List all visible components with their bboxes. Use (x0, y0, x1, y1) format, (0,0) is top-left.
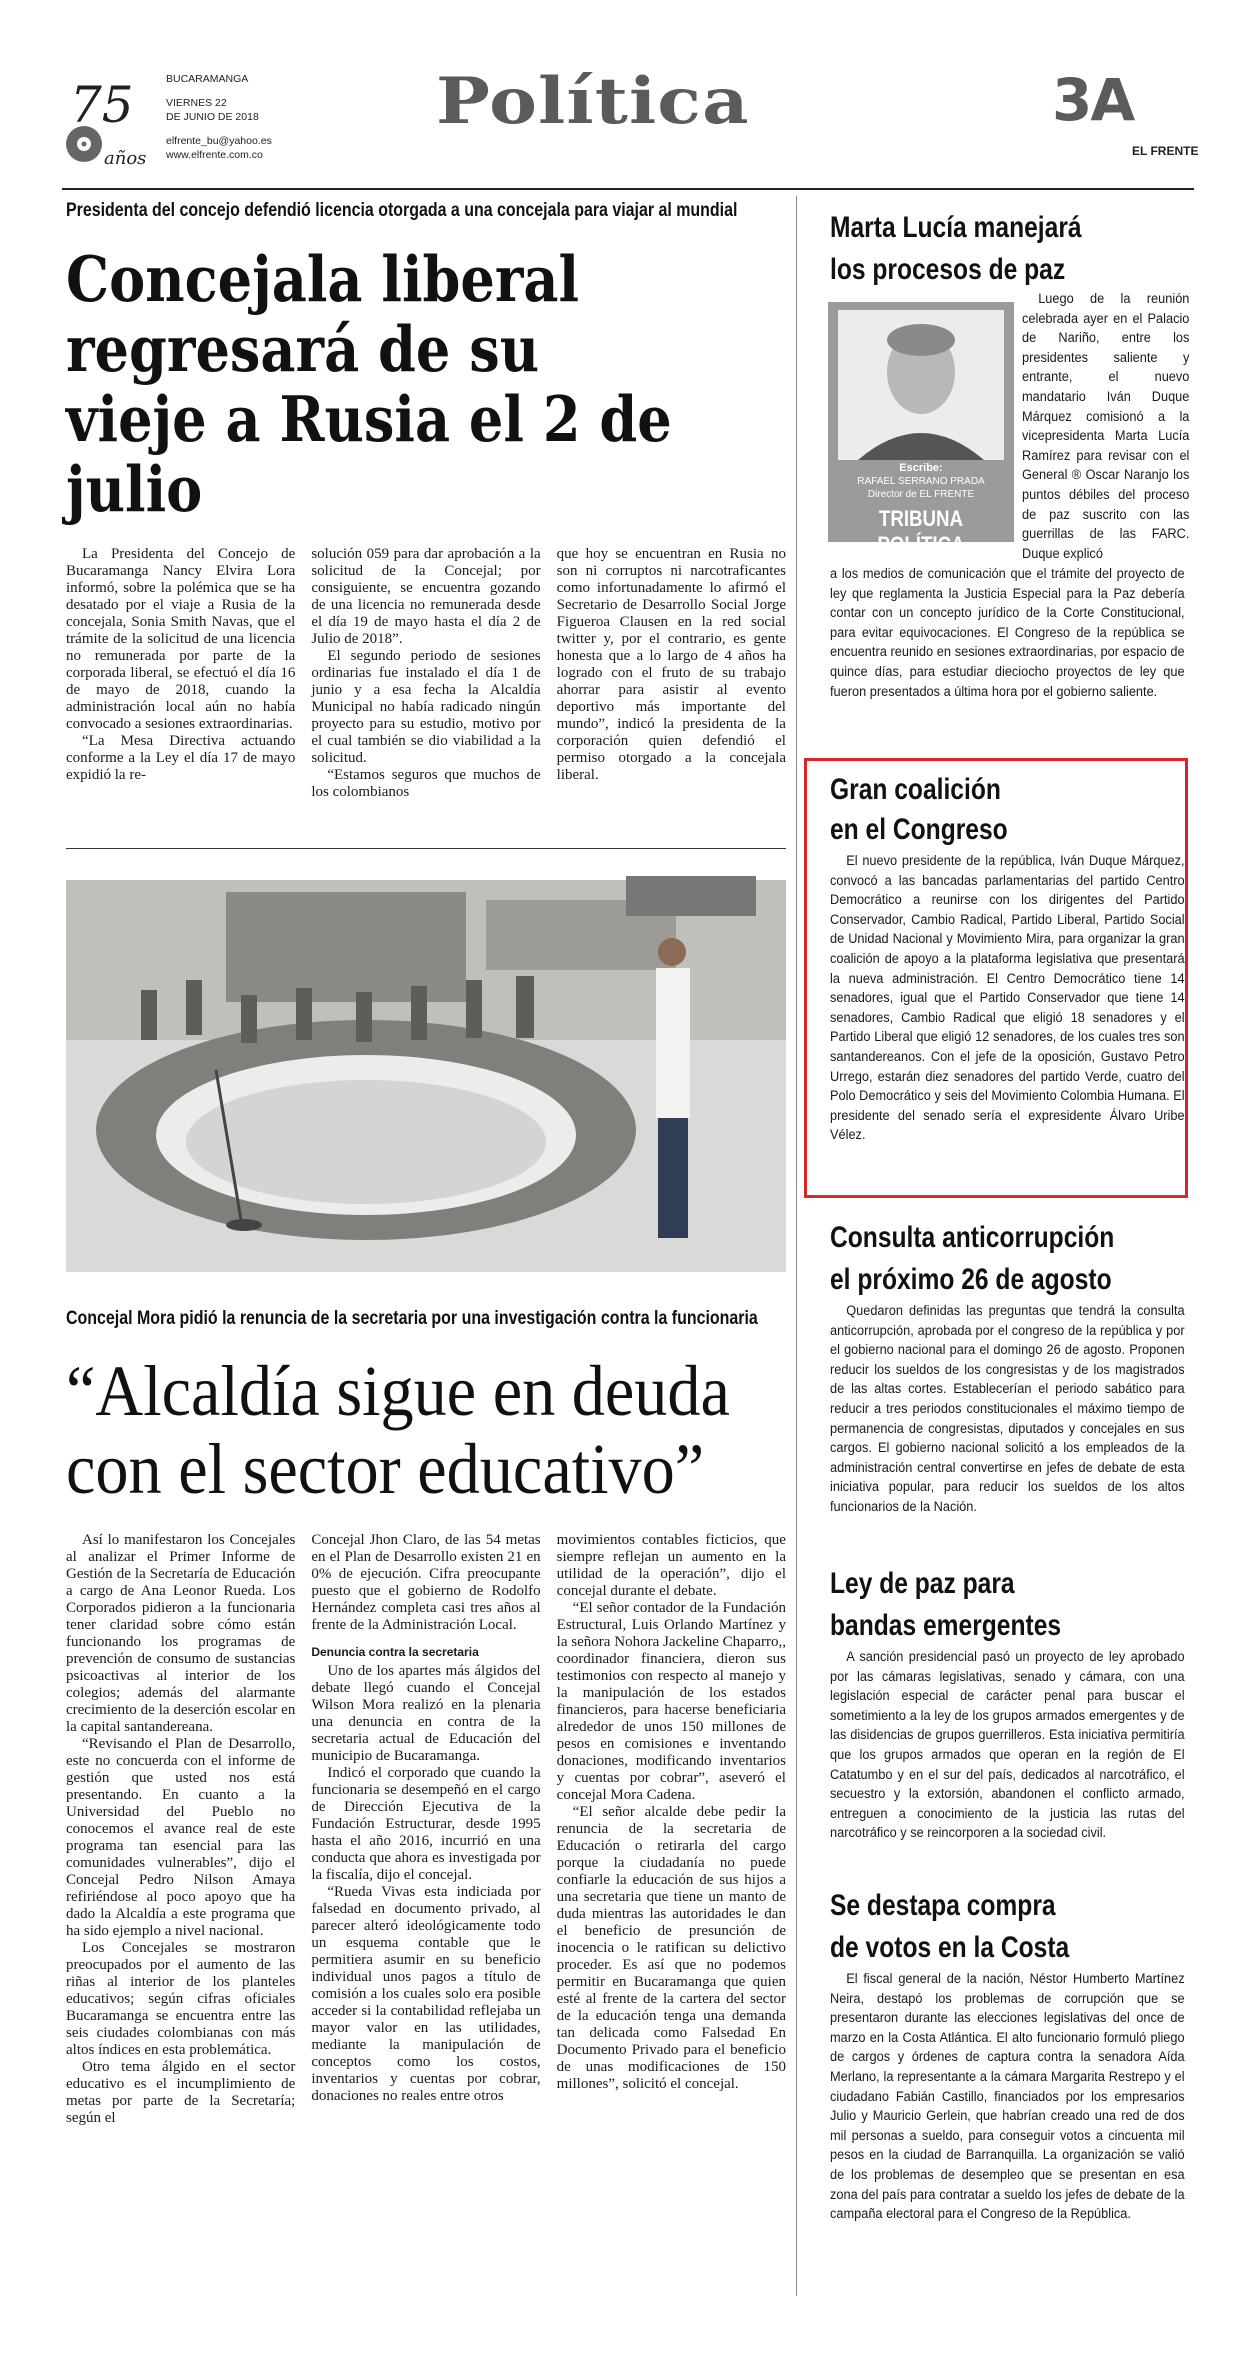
story1-body (66, 546, 786, 801)
paragraph: El nuevo presidente de la república, Iván Duque Márquez, convocó a las bancadas parlamentarias del partido Centro Democrático a reunirse con los dirigentes del Partido Conservador, Cambio Radical, Partido Liberal, Partido Social de Unidad Nacional y Movimiento Mira, para organizar la gran coalición de apoyo a la plataforma legislativa que presentará la nueva administración. El Centro Democrático tiene 14 senadores, igual que el Partido Conservador que tiene 14 senadores, Cambio Radical que eligió 18 senadores y el Partido Liberal que eligió 12 senadores, de los cuales tres son santandereanos. Con el jefe de la oposición, Gustavo Petro Urrego, estarán diez senadores del partido Verde, cuatro del Polo Democrático y seis del Movimiento Colombia Humana. El presidente del senado sería el expresidente Álvaro Uribe Vélez. (830, 853, 1185, 1144)
columnist-role: Director de EL FRENTE (867, 489, 975, 500)
sidebar-s5-headline-line1: Se destapa compra (830, 1889, 1056, 1922)
sidebar-s1-text-wide (830, 565, 1185, 702)
city: BUCARAMANGA (166, 73, 249, 85)
sidebar-s1-text-narrow (1022, 290, 1189, 564)
paragraph: que hoy se encuentran en Rusia no son ni corruptos ni narcotraficantes como infortunadamente lo afirmó el Secretario de Desarrollo Social Jorge Figueroa Clausen en la red social twitter y, por el contrario, es gente honesta que a lo largo de 4 años ha logrado con el fruto de su trabajo ahorrar para asistir al evento deportivo más importante del mundo”, indicó la presidenta de la corporación quien defendió el permiso otorgado a la concejala liberal. (556, 546, 786, 783)
weekday: VIERNES 22 (166, 97, 227, 109)
paragraph: Quedaron definidas las preguntas que tendrá la consulta anticorrupción, aprobada por el congreso de la república y por el gobierno nacional para el domingo 26 de agosto. Proponen reducir los sueldos de los congresistas y de los magistrados de las altas cortes. Establecerían el periodo sabático para reducir a tres periodos constitucionales el máximo tiempo de permanencia de congresistas, diputados y concejales en sus cargos. El gobierno nacional solicitó a los empleados de la administración central convertirse en jefes de debate de esta iniciativa popular, para reducir los sueldos de los altos funcionarios de la Nación. (830, 1303, 1185, 1515)
story2-col3 (557, 1532, 786, 2127)
story1-headline: Concejala liberal regresará de su vieje a Rusia el 2 de julio (66, 242, 672, 526)
sidebar-s2-headline-line1: Gran coalición (830, 773, 1001, 806)
paragraph: “El señor contador de la Fundación Estructural, Luis Orlando Martínez y la señora Nohora Jackeline Chaparro,, coordinador financiera, dieron sus testimonios con respecto al manejo y la manipulación de los estados financieros, para hacerse beneficiaria alrededor de unos 150 millones de pesos en comisiones e inventando donaciones, modificando inventarios y cuentas por cobrar”, aseveró el concejal Mora Cadena. (556, 1600, 786, 1803)
paragraph: Así lo manifestaron los Concejales al analizar el Primer Informe de Gestión de la Secretaría de Educación a cargo de Ana Leonor Rueda. Los Corporados pidieron a la funcionaria tener claridad sobre cómo están funcionando los programas de prevención de consumo de sustancias psicoactivas al interior de los colegios; además del alarmante crecimiento de la deserción escolar en la capital santandereana. (66, 1532, 296, 1735)
story1-col2 (311, 546, 540, 801)
paragraph: A sanción presidencial pasó un proyecto de ley aprobado por las cámaras legislativas, senado y cámara, con una legislación especial de carácter penal para buscar el sometimiento a la ley de los grupos armados emergentes y de las disidencias de grupos guerrilleros. Esta iniciativa permitiría que los grupos armados que operan en la región de El Catatumbo y en el sur del país, dedicados al narcotráfico, el secuestro y la extorsión, abandonen el conflicto armado, entreguen a conocimiento de la justicia las rutas del narcotráfico y se reincorporen a la sociedad civil. (830, 1649, 1185, 1842)
subheading: Denuncia contra la secretaria (311, 1645, 479, 1659)
sidebar-s3-headline-line2: el próximo 26 de agosto (830, 1263, 1112, 1296)
paragraph: “La Mesa Directiva actuando conforme a la Ley el día 17 de mayo expidió la re- (66, 733, 296, 783)
sidebar-s2-headline-line2: en el Congreso (830, 813, 1008, 846)
columnist-badge (828, 302, 1014, 557)
paragraph: “Revisando el Plan de Desarrollo, este no concuerda con el informe de gestión que usted nos está presentando. En cuanto a la Universidad del Pueblo no conocemos el avance real de este programa tan esencial para las comunidades vulnerables”, dijo el Concejal Pedro Nilson Amaya refiriéndose al poco apoyo que ha dado la Alcaldía a este programa que ha sido ejemplo a nivel nacional. (66, 1736, 296, 1939)
story2-kicker: Concejal Mora pidió la renuncia de la secretaria por una investigación contra la funcionaria (66, 1308, 758, 1329)
anniversary-logo (62, 72, 156, 172)
column-tag: TRIBUNA POLÍTICA (877, 506, 965, 557)
columnist-label: Escribe: (899, 462, 943, 474)
paragraph: Concejal Jhon Claro, de las 54 metas en el Plan de Desarrollo existen 21 en 0% de ejecución. Cifra preocupante puesto que el gobierno de Rodolfo Hernández completa casi tres años al frente de la Administración Local. (311, 1532, 541, 1633)
paragraph: La Presidenta del Concejo de Bucaramanga Nancy Elvira Lora informó, sobre la polémica que se ha desatado por el viaje a Rusia de la concejala, Sonia Smith Navas, que el trámite de la solicitud de una licencia no remunerada por parte de la corporada liberal, se efectuó el día 16 de mayo de 2018, cuando la administración local aún no había convocado a sesiones extraordinarias. (66, 546, 296, 732)
email-link[interactable]: elfrente_bu@yahoo.es (166, 135, 272, 147)
sidebar-s4-text (830, 1648, 1185, 1844)
website-link[interactable]: www.elfrente.com.co (166, 149, 263, 161)
story1-kicker: Presidenta del concejo defendió licencia otorgada a una concejala para viajar al mundial (66, 200, 738, 221)
columnist-portrait (838, 310, 1004, 460)
paragraph: a los medios de comunicación que el trámite del proyecto de ley que reglamenta la Justicia Especial para la Paz debería contar con un concepto jurídico de la Corte Constitucional, para evitar equivocaciones. El Congreso de la república se encuentra reunido en sesiones extraordinarias, por espacio de quince días, para estudiar dieciocho proyectos de ley que fueron presentados a última hora por el gobierno saliente. (830, 566, 1185, 700)
sidebar-s5-text (830, 1970, 1185, 2225)
paragraph: Los Concejales se mostraron preocupados por el aumento de las riñas al interior de los planteles educativos; según cifras oficiales Bucaramanga se encuentra entre las seis ciudades colombianas con más altos índices en esta problemática. (66, 1940, 296, 2058)
paragraph: El fiscal general de la nación, Néstor Humberto Martínez Neira, destapó los problemas de corrupción que se presentaron durante las elecciones legislativas del once de marzo en la Costa Atlántica. El alto funcionario formuló pliego de cargos y órdenes de captura contra la senadora Aída Merlano, la representante a la cámara Margarita Restrepo y el ciudadano Fabián Castillo, financiados por los empresarios Julio y Mauricio Gerlein, que habrían creado una red de dos mil personas a sueldo, para conseguir votos a cincuenta mil pesos en la ciudad de Barranquilla. La organización se valió de los problemas de desempleo que se presentan en esa zona del país para contratar a sueldo los jefes de debate de la campaña electoral para el Congreso de la República. (830, 1971, 1185, 2223)
sidebar-s3-text (830, 1302, 1185, 1518)
paragraph: movimientos contables ficticios, que siempre reflejan un aumento en la utilidad de la operación”, dijo el concejal durante el debate. (556, 1532, 786, 1599)
logo-word: años (104, 148, 147, 169)
column-divider (796, 196, 797, 2296)
paragraph: Luego de la reunión celebrada ayer en el Palacio de Nariño, entre los presidentes saliente y entrante, el nuevo mandatario Iván Duque Márquez comisionó a la vicepresidenta Marta Lucía Ramírez para revisar con el General ® Oscar Naranjo los puntos débiles del proceso de paz suscrito con las guerrillas de las FARC. Duque explicó (1022, 291, 1190, 562)
paragraph: El segundo periodo de sesiones ordinarias fue instalado el día 1 de junio y a esa fecha la Alcaldía Municipal no había radicado ningún proyecto para su estudio, motivo por el cual también se dio viabilidad a la solicitud. (311, 648, 541, 766)
page-number: 3A (1052, 66, 1134, 134)
date: DE JUNIO DE 2018 (166, 111, 259, 123)
sidebar-s4-headline-line1: Ley de paz para (830, 1567, 1015, 1600)
story1-col1 (66, 546, 295, 801)
sidebar-s1-headline-line2: los procesos de paz (830, 253, 1066, 286)
columnist-name: RAFAEL SERRANO PRADA (857, 476, 985, 487)
sidebar-s1-headline-line1: Marta Lucía manejará (830, 211, 1082, 244)
sidebar-s5-headline-line2: de votos en la Costa (830, 1931, 1070, 1964)
story2-headline: “Alcaldía sigue en deuda con el sector educativo” (66, 1351, 730, 1509)
masthead-rule (62, 188, 1194, 190)
story2-col1 (66, 1532, 295, 2127)
logo-number: 75 (70, 76, 134, 134)
paragraph: Otro tema álgido en el sector educativo es el incumplimiento de metas por parte de la Secretaría; según el (66, 2059, 296, 2126)
story2-col2 (311, 1532, 540, 2127)
sidebar-s4-headline-line2: bandas emergentes (830, 1609, 1062, 1642)
paragraph: solución 059 para dar aprobación a la solicitud de la Concejal; por consiguiente, se encuentra gozando de una licencia no remunerada desde el día 19 de mayo hasta el día 2 de Julio de 2018”. (311, 546, 541, 647)
paragraph: Indicó el corporado que cuando la funcionaria se desempeñó en el cargo de Dirección Ejecutiva de la Fundación Estructurar, desde 1995 hasta el año 2016, incurrió en una conducta que ahora es investigada por la fiscalía, dijo el concejal. (311, 1765, 541, 1883)
sidebar-s2-text (830, 852, 1185, 1146)
paper-name: EL FRENTE (1132, 144, 1199, 158)
paragraph: “Estamos seguros que muchos de los colombianos (311, 767, 541, 800)
sidebar-s3-headline-line1: Consulta anticorrupción (830, 1221, 1115, 1254)
paragraph: “El señor alcalde debe pedir la renuncia de la secretaria de Educación o retirarla del cargo porque la ciudadanía no puede confiarle la educación de sus hijos a una secretaria que tiene un manto de duda mientras las autoridades le dan el beneficio de presunción de inocencia o le ratifican su delictivo proceder. Es así que no podemos permitir en Bucaramanga que quien esté al frente de la cartera del sector de la educación tenga una demanda tan delicada como Falsedad En Documento Privado para el beneficio de unas modificaciones de 150 millones”, solicitó el concejal. (556, 1804, 786, 2092)
section-title: Política (436, 64, 750, 139)
paragraph: Uno de los apartes más álgidos del debate llegó cuando el Concejal Wilson Mora realizó en la plenaria una denuncia en contra de la secretaria actual de Educación del municipio de Bucaramanga. (311, 1663, 541, 1764)
story-divider (66, 848, 786, 849)
story2-body (66, 1532, 786, 2127)
paragraph: “Rueda Vivas esta indiciada por falsedad en documento privado, al parecer alteró ideológicamente todo un esquema contable que le permitiera asumir en su beneficio individual unos pagos a título de comisión a los cuales solo era posible acceder si la contabilidad reflejaba un mayor valor en las utilidades, mediante la manipulación de conceptos como los costos, inventarios y cuentas por cobrar, donaciones no reales entre otros (311, 1884, 541, 2104)
council-session-photo (66, 880, 786, 1272)
story1-col3 (557, 546, 786, 801)
masthead-info (166, 72, 272, 162)
